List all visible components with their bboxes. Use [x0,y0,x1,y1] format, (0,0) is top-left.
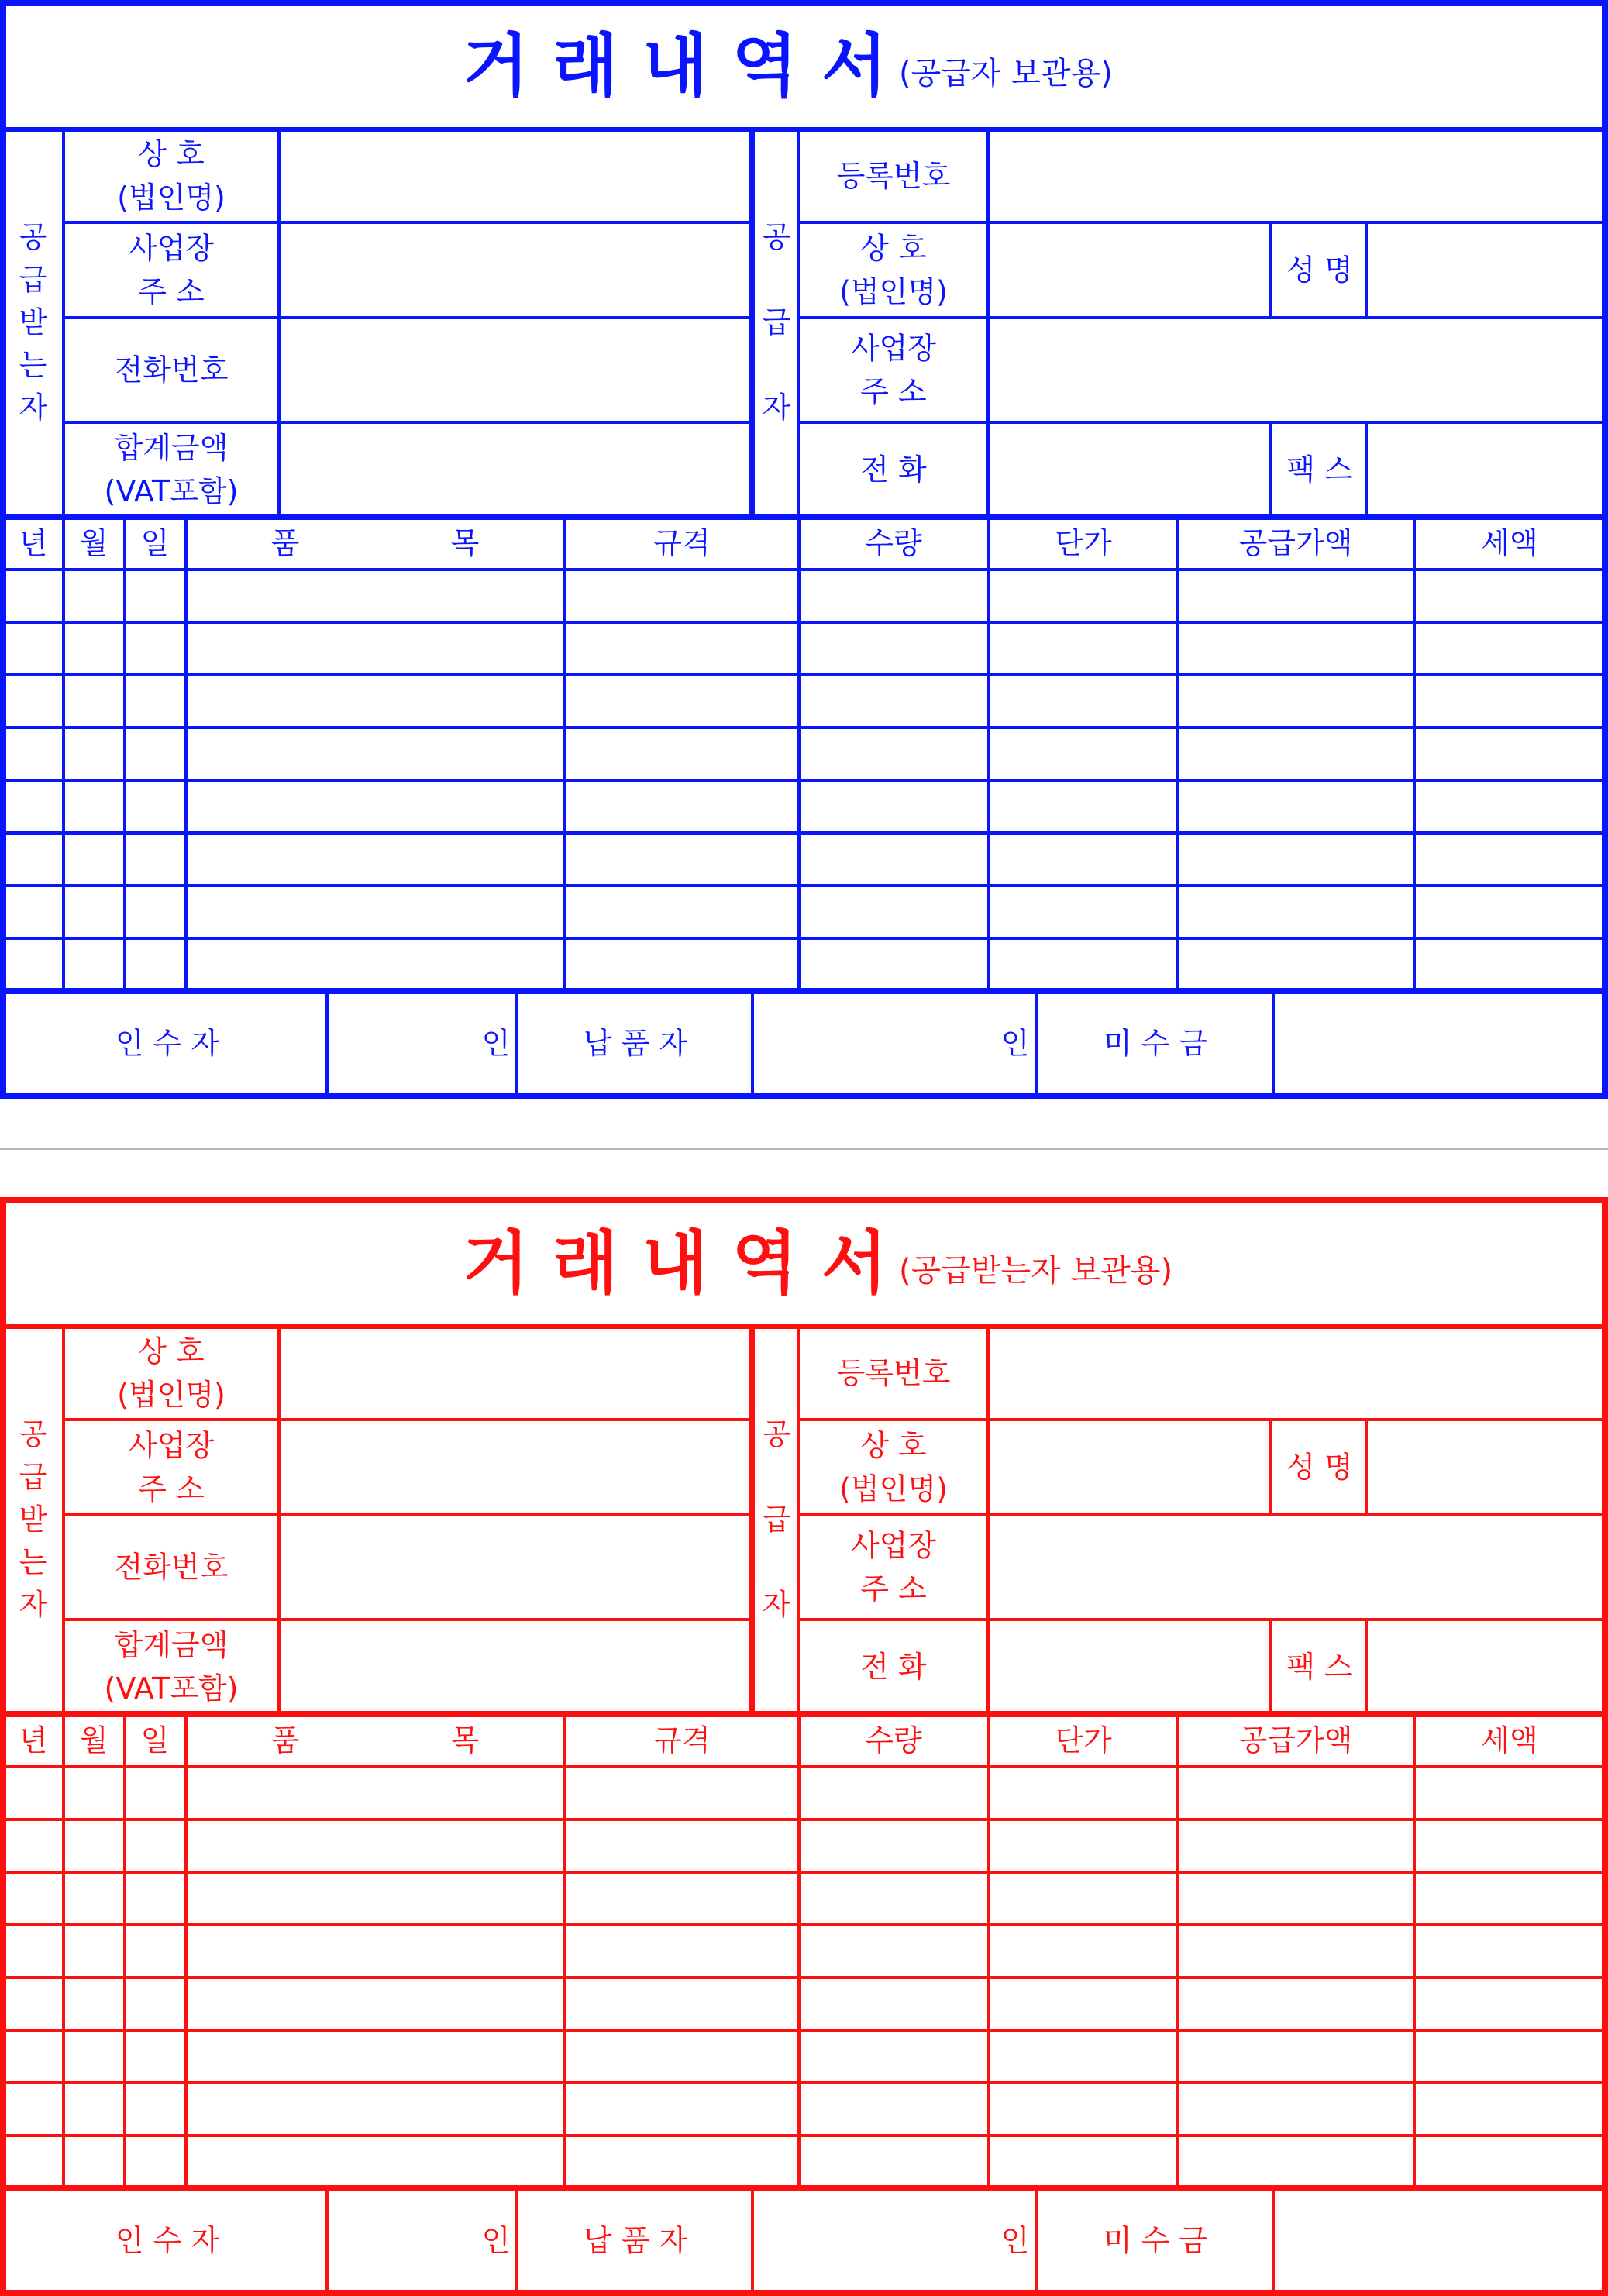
table-cell[interactable] [1416,2084,1603,2134]
table-cell[interactable] [801,624,987,673]
supplier-company-label: (법인명) [839,1472,948,1506]
buyer-company-label: (법인명) [117,1378,226,1412]
table-cell[interactable] [1416,1874,1603,1923]
table-cell[interactable] [566,1979,797,2029]
table-cell[interactable] [566,624,797,673]
table-cell[interactable] [801,782,987,831]
supplier-phone-label: 전 화 [860,453,927,487]
supplier-address-field[interactable] [990,1515,1603,1620]
unpaid-label: 미 수 금 [1103,2223,1208,2258]
supplier-reg-no-field[interactable] [990,1327,1603,1420]
table-cell[interactable] [65,1821,123,1871]
buyer-company-label: 상 호 [138,1334,205,1368]
deliverer-label: 납 품 자 [583,1026,688,1061]
buyer-side-label: 공 [19,220,48,254]
buyer-total-label: 합계금액 [114,1628,229,1662]
table-cell[interactable] [566,782,797,831]
table-cell[interactable] [126,940,184,990]
buyer-company-field[interactable] [281,1327,750,1420]
buyer-side-label: 받 [19,1503,48,1537]
table-cell[interactable] [1179,887,1413,937]
supplier-reg-no-field[interactable] [990,129,1603,222]
table-cell[interactable] [65,2032,123,2081]
table-cell[interactable] [990,1926,1176,1976]
table-cell[interactable] [5,1874,62,1923]
table-cell[interactable] [65,1979,123,2029]
table-cell[interactable] [188,1874,563,1923]
table-cell[interactable] [566,1926,797,1976]
table-cell[interactable] [188,835,563,884]
table-cell[interactable] [990,1821,1176,1871]
column-header: 일 [140,526,170,560]
column-header: 수량 [865,1723,922,1757]
table-cell[interactable] [1416,887,1603,937]
supplier-name-field[interactable] [1368,1420,1603,1515]
supplier-phone-field[interactable] [990,422,1269,517]
supplier-copy-form [0,0,1608,1099]
table-cell[interactable] [566,2032,797,2081]
receiver-sign-field[interactable] [329,994,515,1093]
table-cell[interactable] [990,571,1176,621]
table-cell[interactable] [566,940,797,990]
receiver-label: 인 수 자 [115,2223,220,2258]
column-header: 목 [450,1723,480,1757]
supplier-side-label: 공 [762,220,791,254]
table-cell[interactable] [1179,1979,1413,2029]
table-cell[interactable] [188,1768,563,1818]
form-subtitle: (공급자 보관용) [899,56,1113,91]
supplier-company-label: (법인명) [839,274,948,309]
supplier-company-label: 상 호 [860,1428,927,1463]
supplier-reg-no-label: 등록번호 [836,1356,951,1390]
page-divider [0,1148,1608,1150]
table-cell[interactable] [1416,782,1603,831]
supplier-fax-field[interactable] [1368,422,1603,517]
table-cell[interactable] [1416,729,1603,779]
form-title: 거 래 내 역 서 [463,26,887,106]
table-cell[interactable] [5,1979,62,2029]
table-cell[interactable] [990,887,1176,937]
column-header: 년 [19,1723,48,1757]
table-cell[interactable] [1179,2032,1413,2081]
column-header: 목 [450,526,480,560]
table-cell[interactable] [1416,835,1603,884]
table-cell[interactable] [566,1874,797,1923]
table-cell[interactable] [566,571,797,621]
table-cell[interactable] [126,2032,184,2081]
column-header: 월 [79,1723,108,1757]
supplier-fax-label: 팩 스 [1286,453,1353,487]
table-cell[interactable] [65,1768,123,1818]
table-cell[interactable] [126,782,184,831]
deliverer-label: 납 품 자 [583,2223,688,2258]
table-cell[interactable] [801,2032,987,2081]
table-cell[interactable] [126,2137,184,2187]
column-header: 품 [270,1723,300,1757]
supplier-side-label: 자 [762,1588,791,1622]
buyer-side-label: 는 [19,1545,48,1579]
table-cell[interactable] [188,782,563,831]
table-cell[interactable] [5,729,62,779]
table-cell[interactable] [65,676,123,726]
table-cell[interactable] [5,1926,62,1976]
table-cell[interactable] [1179,676,1413,726]
column-header: 단가 [1055,1723,1112,1757]
table-cell[interactable] [566,2084,797,2134]
column-header: 수량 [865,526,922,560]
supplier-phone-label: 전 화 [860,1650,927,1684]
table-cell[interactable] [1179,1768,1413,1818]
table-cell[interactable] [990,729,1176,779]
buyer-side-label: 받 [19,305,48,339]
supplier-company-label: 상 호 [860,231,927,266]
table-cell[interactable] [801,1926,987,1976]
table-cell[interactable] [65,2084,123,2134]
table-cell[interactable] [126,887,184,937]
supplier-side-label: 공 [762,1417,791,1451]
table-cell[interactable] [188,2084,563,2134]
buyer-total-label: (VAT포함) [104,1671,239,1706]
table-cell[interactable] [5,571,62,621]
table-cell[interactable] [65,729,123,779]
table-cell[interactable] [990,1979,1176,2029]
deliverer-sign-field[interactable] [754,994,1035,1093]
buyer-company-label: (법인명) [117,181,226,215]
table-cell[interactable] [65,571,123,621]
buyer-side-label: 자 [19,1588,48,1622]
table-cell[interactable] [188,1821,563,1871]
table-cell[interactable] [1416,624,1603,673]
table-cell[interactable] [126,1979,184,2029]
column-header: 공급가액 [1238,1723,1353,1757]
table-cell[interactable] [188,887,563,937]
supplier-address-label: 사업장 [850,331,937,366]
table-cell[interactable] [801,2137,987,2187]
table-cell[interactable] [126,1874,184,1923]
table-cell[interactable] [990,1768,1176,1818]
table-cell[interactable] [1416,2032,1603,2081]
buyer-side-label: 급 [19,1460,48,1494]
table-cell[interactable] [126,571,184,621]
supplier-side-label: 급 [762,305,791,339]
table-cell[interactable] [1179,835,1413,884]
table-cell[interactable] [1179,729,1413,779]
buyer-company-field[interactable] [281,129,750,222]
column-header: 일 [140,1723,170,1757]
table-cell[interactable] [990,2137,1176,2187]
buyer-company-label: 상 호 [138,137,205,171]
table-cell[interactable] [188,624,563,673]
supplier-name-label: 성 명 [1286,253,1353,287]
column-header: 규격 [653,1723,711,1757]
buyer-side-label: 급 [19,263,48,297]
form-grid [0,0,1608,1099]
column-header: 공급가액 [1238,526,1353,560]
table-cell[interactable] [801,940,987,990]
table-cell[interactable] [188,1979,563,2029]
table-cell[interactable] [1416,1926,1603,1976]
table-cell[interactable] [801,1821,987,1871]
table-cell[interactable] [1179,571,1413,621]
table-cell[interactable] [801,571,987,621]
buyer-side-label: 자 [19,391,48,425]
table-cell[interactable] [188,1926,563,1976]
table-cell[interactable] [65,940,123,990]
supplier-address-label: 주 소 [860,374,927,409]
table-cell[interactable] [1416,2137,1603,2187]
table-cell[interactable] [5,887,62,937]
table-cell[interactable] [1179,1926,1413,1976]
table-cell[interactable] [990,2084,1176,2134]
supplier-fax-field[interactable] [1368,1620,1603,1714]
table-cell[interactable] [126,1768,184,1818]
table-cell[interactable] [1179,2084,1413,2134]
table-cell[interactable] [5,1768,62,1818]
table-cell[interactable] [5,835,62,884]
table-cell[interactable] [801,2084,987,2134]
buyer-total-label: 합계금액 [114,431,229,465]
table-cell[interactable] [990,2032,1176,2081]
supplier-address-label: 주 소 [860,1571,927,1606]
unpaid-label: 미 수 금 [1103,1026,1208,1061]
supplier-phone-field[interactable] [990,1620,1269,1714]
table-cell[interactable] [1416,571,1603,621]
buyer-total-label: (VAT포함) [104,474,239,508]
table-cell[interactable] [5,2084,62,2134]
column-header: 규격 [653,526,711,560]
table-cell[interactable] [1179,1821,1413,1871]
column-header: 단가 [1055,526,1112,560]
unpaid-amount-field[interactable] [1275,2191,1603,2290]
receiver-sign-field[interactable] [329,2191,515,2290]
supplier-name-field[interactable] [1368,222,1603,318]
table-cell[interactable] [188,571,563,621]
table-cell[interactable] [566,729,797,779]
table-cell[interactable] [1179,2137,1413,2187]
unpaid-amount-field[interactable] [1275,994,1603,1093]
table-cell[interactable] [188,2032,563,2081]
supplier-address-field[interactable] [990,318,1603,422]
supplier-address-label: 사업장 [850,1528,937,1563]
table-cell[interactable] [1416,1979,1603,2029]
table-cell[interactable] [65,782,123,831]
table-cell[interactable] [990,1874,1176,1923]
table-cell[interactable] [126,1821,184,1871]
column-header: 세액 [1481,526,1538,560]
table-cell[interactable] [1416,676,1603,726]
form-subtitle: (공급받는자 보관용) [899,1253,1173,1289]
supplier-reg-no-label: 등록번호 [836,159,951,193]
table-cell[interactable] [566,1768,797,1818]
supplier-side-label: 자 [762,391,791,425]
table-cell[interactable] [1416,1821,1603,1871]
buyer-total-field[interactable] [281,1620,750,1714]
buyer-phone-field[interactable] [281,318,750,422]
table-cell[interactable] [5,1821,62,1871]
supplier-company-field[interactable] [990,222,1269,318]
table-cell[interactable] [65,1874,123,1923]
table-cell[interactable] [188,729,563,779]
table-cell[interactable] [566,887,797,937]
table-cell[interactable] [990,835,1176,884]
buyer-address-label: 주 소 [138,274,205,309]
table-cell[interactable] [1416,1768,1603,1818]
form-grid [0,1197,1608,2296]
table-cell[interactable] [990,782,1176,831]
buyer-address-field[interactable] [281,222,750,318]
column-header: 년 [19,526,48,560]
table-cell[interactable] [566,676,797,726]
buyer-phone-label: 전화번호 [114,1550,229,1585]
table-cell[interactable] [1179,624,1413,673]
table-cell[interactable] [801,676,987,726]
table-cell[interactable] [126,729,184,779]
table-cell[interactable] [1179,940,1413,990]
table-cell[interactable] [65,835,123,884]
table-cell[interactable] [801,1979,987,2029]
table-cell[interactable] [126,624,184,673]
form-title: 거 래 내 역 서 [463,1223,887,1303]
table-cell[interactable] [801,1768,987,1818]
deliverer-sign-field[interactable] [754,2191,1035,2290]
table-cell[interactable] [990,940,1176,990]
table-cell[interactable] [188,2137,563,2187]
receiver-label: 인 수 자 [115,1026,220,1061]
buyer-address-label: 주 소 [138,1472,205,1506]
table-cell[interactable] [801,887,987,937]
buyer-phone-label: 전화번호 [114,353,229,387]
table-cell[interactable] [188,940,563,990]
supplier-name-label: 성 명 [1286,1450,1353,1485]
table-cell[interactable] [65,2137,123,2187]
table-cell[interactable] [5,782,62,831]
table-cell[interactable] [1179,1874,1413,1923]
buyer-address-field[interactable] [281,1420,750,1515]
buyer-address-label: 사업장 [128,231,215,266]
table-cell[interactable] [126,676,184,726]
supplier-fax-label: 팩 스 [1286,1650,1353,1684]
table-cell[interactable] [566,1821,797,1871]
table-cell[interactable] [566,2137,797,2187]
table-cell[interactable] [5,676,62,726]
table-cell[interactable] [801,1874,987,1923]
table-cell[interactable] [801,729,987,779]
buyer-phone-field[interactable] [281,1515,750,1620]
table-cell[interactable] [801,835,987,884]
column-header: 품 [270,526,300,560]
buyer-copy-form [0,1197,1608,2296]
buyer-side-label: 는 [19,348,48,382]
column-header: 세액 [1481,1723,1538,1757]
table-cell[interactable] [5,624,62,673]
table-cell[interactable] [5,940,62,990]
table-cell[interactable] [126,835,184,884]
table-cell[interactable] [566,835,797,884]
supplier-side-label: 급 [762,1503,791,1537]
table-cell[interactable] [1416,940,1603,990]
supplier-company-field[interactable] [990,1420,1269,1515]
column-header: 월 [79,526,108,560]
buyer-side-label: 공 [19,1417,48,1451]
table-cell[interactable] [65,1926,123,1976]
table-cell[interactable] [65,624,123,673]
buyer-total-field[interactable] [281,422,750,517]
table-cell[interactable] [126,1926,184,1976]
table-cell[interactable] [65,887,123,937]
buyer-address-label: 사업장 [128,1428,215,1463]
table-cell[interactable] [990,676,1176,726]
table-cell[interactable] [188,676,563,726]
table-cell[interactable] [1179,782,1413,831]
table-cell[interactable] [990,624,1176,673]
table-cell[interactable] [126,2084,184,2134]
table-cell[interactable] [5,2032,62,2081]
table-cell[interactable] [5,2137,62,2187]
